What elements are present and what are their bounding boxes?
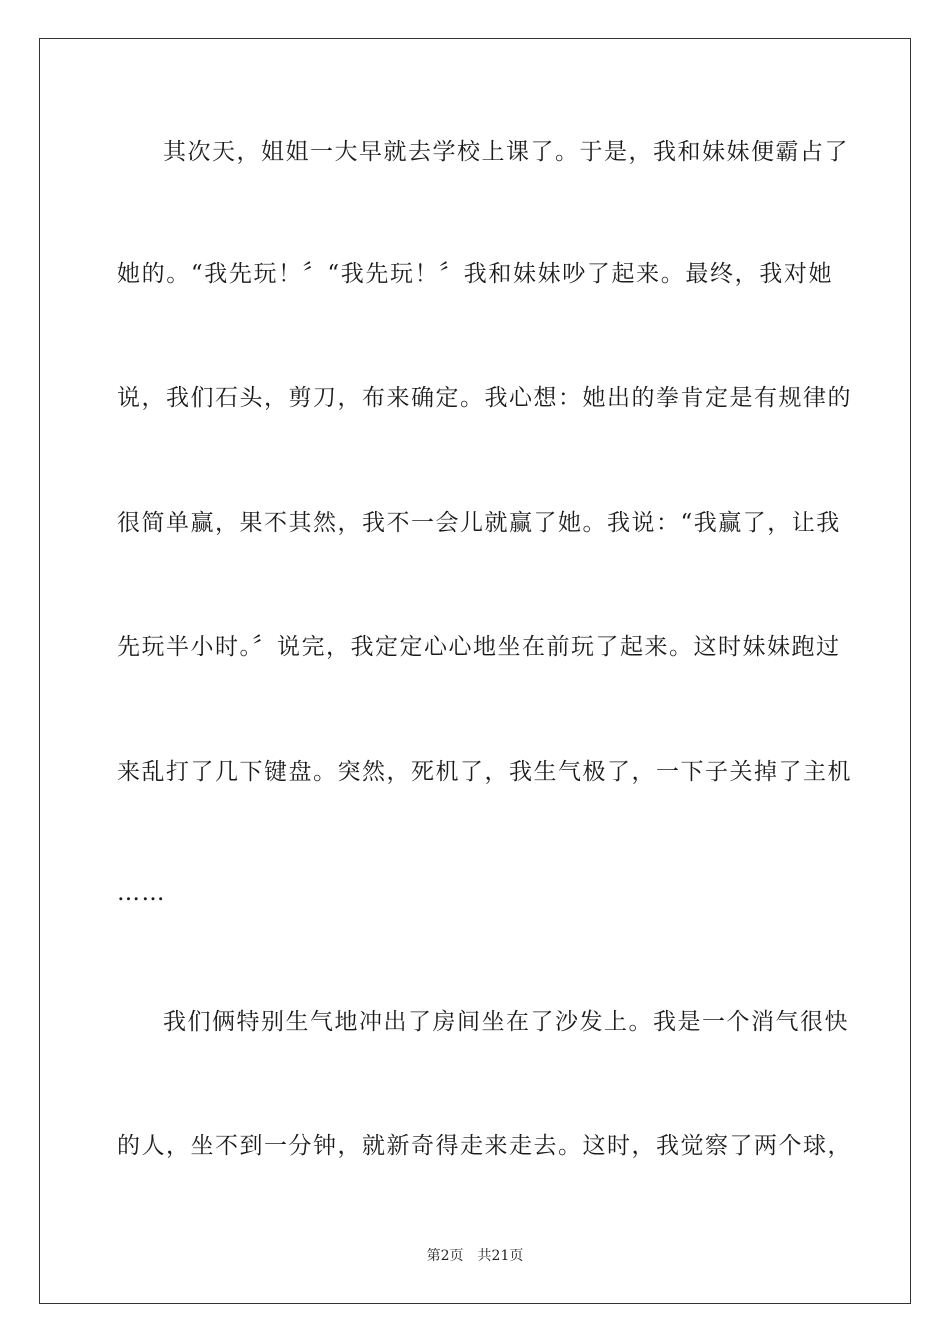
- paragraph-1-line-2: 她的。“我先玩！〞“我先玩！〞我和妹妹吵了起来。最终，我对她: [117, 261, 833, 287]
- paragraph-2-line-2: 的人，坐不到一分钟，就新奇得走来走去。这时，我觉察了两个球，: [117, 1133, 852, 1159]
- paragraph-1-line-5: 先玩半小时。〞说完，我定定心心地坐在前玩了起来。这时妹妹跑过: [117, 634, 841, 660]
- paragraph-1-line-1: 其次天，姐姐一大早就去学校上课了。于是，我和妹妹便霸占了: [163, 139, 849, 165]
- page-total: 共21页: [477, 1248, 524, 1264]
- page-footer: [0, 1246, 950, 1266]
- paragraph-1-line-7: ……: [117, 880, 166, 906]
- paragraph-2-line-1: 我们俩特别生气地冲出了房间坐在了沙发上。我是一个消气很快: [163, 1009, 849, 1035]
- paragraph-1-line-6: 来乱打了几下键盘。突然，死机了，我生气极了，一下子关掉了主机: [117, 759, 852, 785]
- paragraph-1-line-3: 说，我们石头，剪刀，布来确定。我心想：她出的拳肯定是有规律的: [117, 385, 852, 411]
- page-number: 第2页: [426, 1248, 464, 1264]
- paragraph-1-line-4: 很简单赢，果不其然，我不一会儿就赢了她。我说：“我赢了，让我: [117, 510, 841, 536]
- page-border: [39, 38, 911, 1304]
